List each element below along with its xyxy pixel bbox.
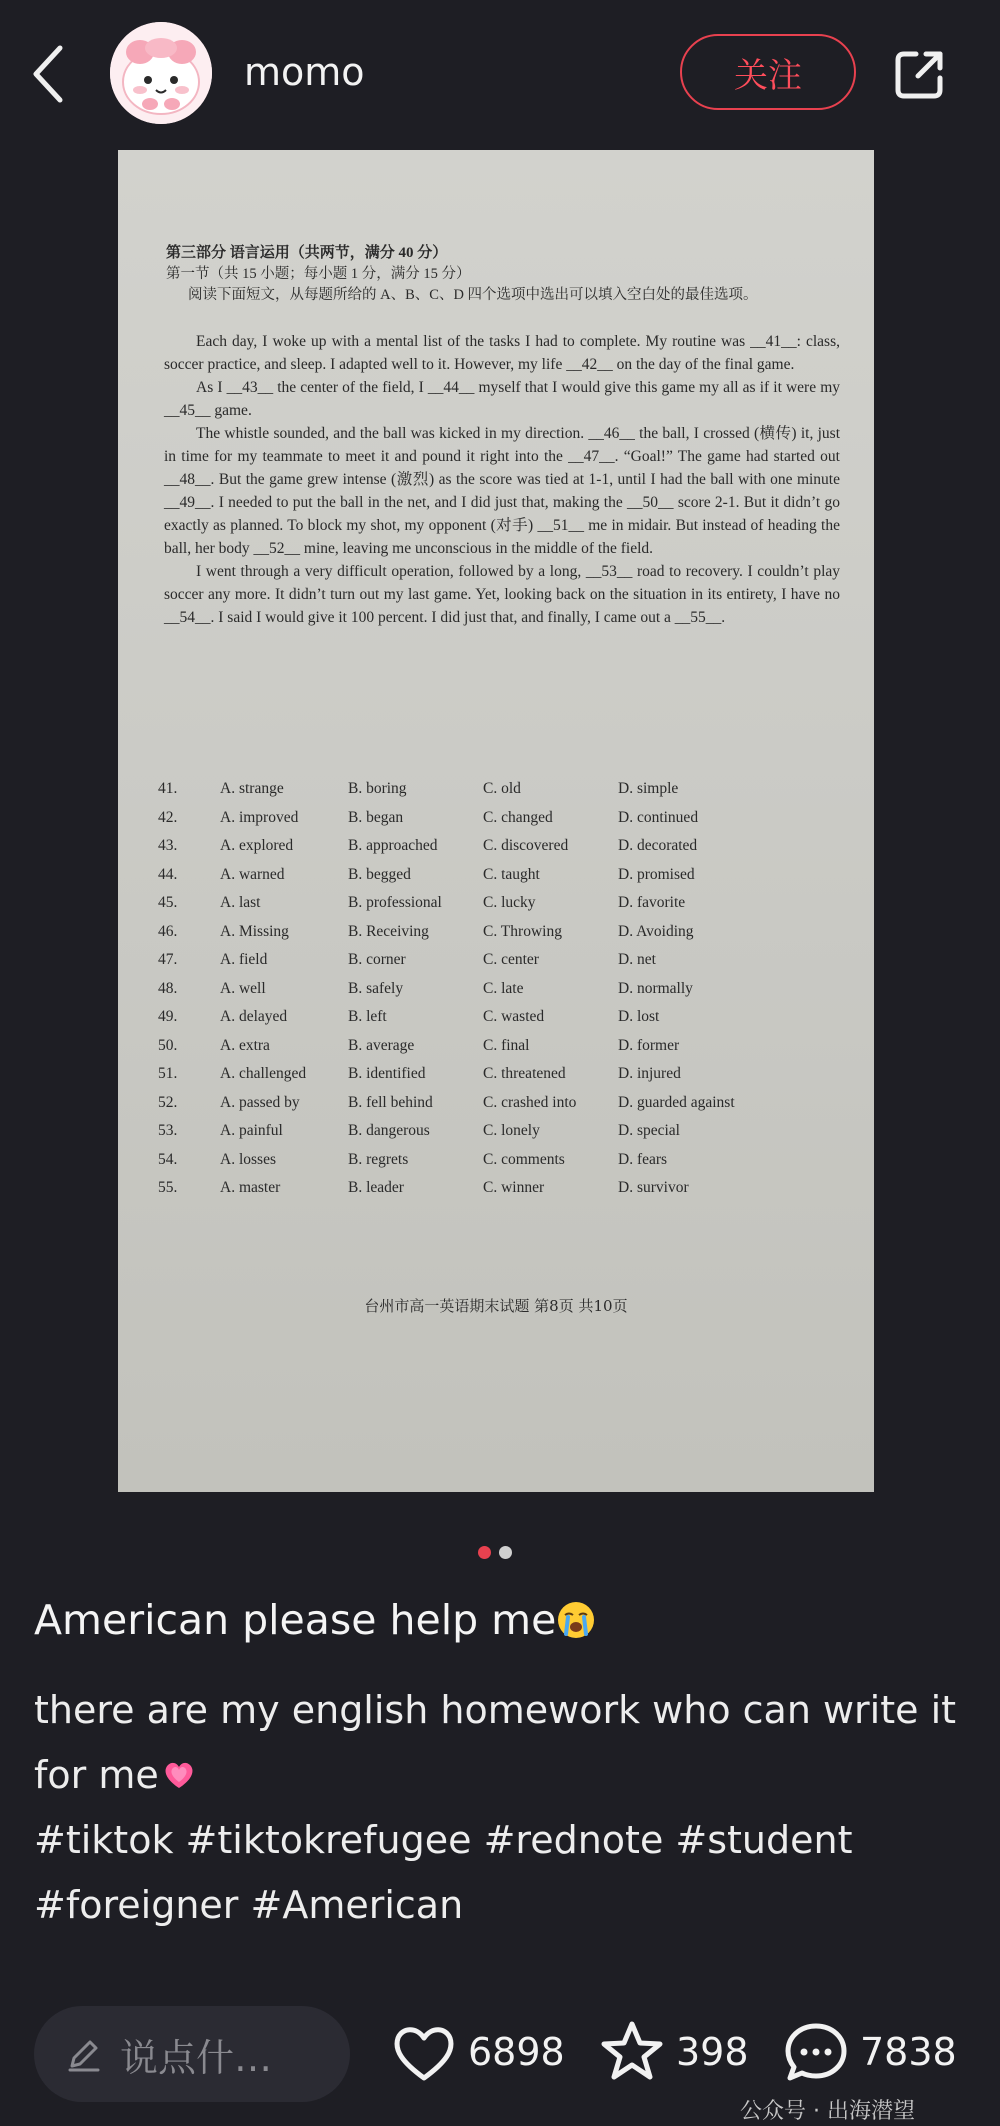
- star-count: 398: [676, 2030, 749, 2074]
- collect-button[interactable]: [596, 2012, 749, 2092]
- option-n: 53.: [158, 1122, 178, 1139]
- option-d: D. Avoiding: [618, 922, 694, 940]
- option-c: C. center: [483, 951, 539, 968]
- option-b: B. safely: [348, 979, 404, 997]
- page-footer: 台州市高一英语期末试题 第8页 共10页: [364, 1297, 628, 1315]
- option-b: B. leader: [348, 1179, 404, 1196]
- option-d: D. continued: [618, 808, 699, 826]
- option-a: A. well: [220, 979, 266, 997]
- option-n: 45.: [158, 894, 178, 911]
- option-row: [158, 866, 858, 895]
- section-title: 第三部分 语言运用（共两节，满分 40 分）: [166, 245, 448, 261]
- comment-count: 7838: [860, 2030, 957, 2074]
- option-a: A. field: [220, 951, 268, 968]
- option-row: [158, 1122, 858, 1151]
- option-d: D. promised: [618, 865, 695, 883]
- comment-input[interactable]: [34, 2006, 350, 2102]
- option-a: A. painful: [220, 1122, 283, 1139]
- option-a: A. master: [220, 1179, 281, 1196]
- heart-icon: [388, 2016, 460, 2088]
- option-b: B. identified: [348, 1065, 426, 1082]
- option-row: [158, 1065, 858, 1094]
- option-n: 43.: [158, 837, 178, 854]
- avatar[interactable]: [110, 22, 212, 124]
- option-c: C. discovered: [483, 837, 569, 854]
- option-b: B. corner: [348, 951, 406, 968]
- option-d: D. favorite: [618, 894, 686, 911]
- option-b: B. approached: [348, 837, 438, 854]
- option-a: A. Missing: [220, 922, 289, 940]
- option-row: [158, 923, 858, 952]
- option-a: A. challenged: [220, 1065, 307, 1082]
- option-b: B. professional: [348, 894, 442, 911]
- option-d: D. former: [618, 1036, 680, 1054]
- star-icon: [596, 2016, 668, 2088]
- option-row: [158, 1151, 858, 1180]
- option-n: 55.: [158, 1179, 178, 1196]
- option-row: [158, 780, 858, 809]
- pencil-icon: [64, 2034, 104, 2074]
- option-d: D. simple: [618, 780, 679, 797]
- option-d: D. survivor: [618, 1179, 689, 1196]
- option-b: B. boring: [348, 780, 407, 797]
- option-b: B. begged: [348, 865, 411, 883]
- post-title: [34, 1596, 596, 1644]
- option-c: C. final: [483, 1036, 530, 1054]
- option-n: 42.: [158, 808, 178, 826]
- option-a: A. warned: [220, 865, 285, 883]
- username[interactable]: momo: [244, 50, 365, 94]
- growing-heart-emoji-icon: [159, 1754, 199, 1794]
- exam-paper: [118, 150, 874, 1492]
- passage: [164, 330, 840, 629]
- option-n: 48.: [158, 979, 178, 997]
- option-a: A. improved: [220, 808, 299, 826]
- post-title-text: American please help me: [34, 1596, 557, 1644]
- option-row: [158, 837, 858, 866]
- option-b: B. average: [348, 1036, 415, 1054]
- option-c: C. lucky: [483, 894, 536, 911]
- option-d: D. guarded against: [618, 1093, 735, 1111]
- option-d: D. lost: [618, 1008, 660, 1025]
- option-b: B. Receiving: [348, 922, 429, 940]
- options-list: [158, 780, 858, 1208]
- watermark: 公众号 · 出海潜望: [740, 2099, 915, 2124]
- follow-button[interactable]: 关注: [680, 34, 856, 110]
- option-d: D. net: [618, 951, 656, 968]
- option-c: C. lonely: [483, 1122, 540, 1139]
- option-row: [158, 1037, 858, 1066]
- option-row: [158, 1008, 858, 1037]
- crying-face-emoji-icon: [556, 1600, 596, 1640]
- option-c: C. comments: [483, 1150, 565, 1168]
- option-d: D. normally: [618, 979, 693, 997]
- comment-bubble-icon: [780, 2016, 852, 2088]
- option-d: D. injured: [618, 1065, 681, 1082]
- carousel-indicator: [478, 1544, 520, 1558]
- external-share-icon: [892, 46, 948, 102]
- comment-button[interactable]: [780, 2012, 957, 2092]
- option-c: C. crashed into: [483, 1093, 577, 1111]
- option-a: A. strange: [220, 780, 284, 797]
- option-c: C. Throwing: [483, 922, 562, 940]
- option-c: C. taught: [483, 865, 540, 883]
- option-a: A. delayed: [220, 1008, 288, 1025]
- passage-paragraph: Each day, I woke up with a mental list of the tasks I had to complete. My routine was __41__: class, soccer practice, and sleep. I adapted well to it. However, my life __42__ on the day of the final game.: [164, 333, 840, 373]
- carousel-dot-active[interactable]: [478, 1546, 491, 1559]
- option-b: B. left: [348, 1008, 387, 1025]
- post-hashtags[interactable]: #tiktok #tiktokrefugee #rednote #student #foreigner #American: [34, 1818, 853, 1927]
- option-n: 41.: [158, 780, 178, 797]
- option-a: A. explored: [220, 837, 294, 854]
- like-count: 6898: [468, 2030, 565, 2074]
- option-row: [158, 1094, 858, 1123]
- option-n: 52.: [158, 1093, 178, 1111]
- subsection-title: 第一节（共 15 小题；每小题 1 分，满分 15 分）: [166, 266, 471, 282]
- option-row: [158, 894, 858, 923]
- option-c: C. wasted: [483, 1008, 545, 1025]
- option-b: B. fell behind: [348, 1093, 433, 1111]
- post-image[interactable]: [118, 150, 874, 1492]
- option-c: C. late: [483, 979, 524, 997]
- comment-placeholder: 说点什…: [120, 2035, 273, 2080]
- option-n: 54.: [158, 1150, 178, 1168]
- option-c: C. threatened: [483, 1065, 566, 1082]
- option-d: D. decorated: [618, 837, 698, 854]
- option-n: 51.: [158, 1065, 178, 1082]
- option-a: A. losses: [220, 1150, 276, 1168]
- option-row: [158, 1179, 858, 1208]
- pink-creature-avatar-icon: [110, 22, 212, 124]
- back-button[interactable]: [28, 42, 72, 106]
- option-n: 49.: [158, 1008, 178, 1025]
- option-n: 50.: [158, 1036, 178, 1054]
- top-bar: [0, 0, 1000, 146]
- post-body-text: there are my english homework who can write it for me: [34, 1688, 957, 1797]
- post-body: [34, 1678, 964, 1938]
- option-row: [158, 951, 858, 980]
- option-a: A. last: [220, 894, 261, 911]
- passage-paragraph: I went through a very difficult operation, followed by a long, __53__ road to recovery. I couldn’t play soccer any more. It didn’t turn out my last game. Yet, looking back on the situation in its entirety, I have no __54__. I said I would give it 100 percent. I did just that, and finally, I came out a __55__.: [164, 563, 840, 626]
- option-a: A. passed by: [220, 1093, 300, 1111]
- option-row: [158, 980, 858, 1009]
- option-n: 47.: [158, 951, 178, 968]
- option-n: 44.: [158, 865, 178, 883]
- option-b: B. regrets: [348, 1150, 409, 1168]
- carousel-dot[interactable]: [499, 1546, 512, 1559]
- instruction: 阅读下面短文，从每题所给的 A、B、C、D 四个选项中选出可以填入空白处的最佳选项。: [188, 287, 758, 303]
- share-button[interactable]: [892, 46, 948, 102]
- option-b: B. dangerous: [348, 1122, 430, 1139]
- passage-paragraph: The whistle sounded, and the ball was kicked in my direction. __46__ the ball, I crossed (横传) it, just in time for my teammate to meet it and pound it right into the __47__. “Goal!” The game had started out __48__. But the game grew intense (激烈) as the score was tied at 1-1, until I had the ball with one minute __49__. I needed to put the ball in the net, and I did just that, making the __50__ score 2-1. But it didn’t go exactly as planned. To block my shot, my opponent (对手) __51__ me in midair. But instead of heading the ball, her body __52__ mine, leaving me unconscious in the middle of the field.: [164, 425, 840, 557]
- passage-paragraph: As I __43__ the center of the field, I __44__ myself that I would give this game my all as if it were my __45__ game.: [164, 379, 840, 419]
- like-button[interactable]: [388, 2012, 565, 2092]
- chevron-left-icon: [28, 42, 72, 106]
- option-row: [158, 809, 858, 838]
- option-c: C. changed: [483, 808, 553, 826]
- option-a: A. extra: [220, 1036, 270, 1054]
- option-b: B. began: [348, 808, 404, 826]
- option-c: C. old: [483, 780, 521, 797]
- option-n: 46.: [158, 922, 178, 940]
- option-d: D. fears: [618, 1150, 668, 1168]
- option-d: D. special: [618, 1122, 680, 1139]
- option-c: C. winner: [483, 1179, 545, 1196]
